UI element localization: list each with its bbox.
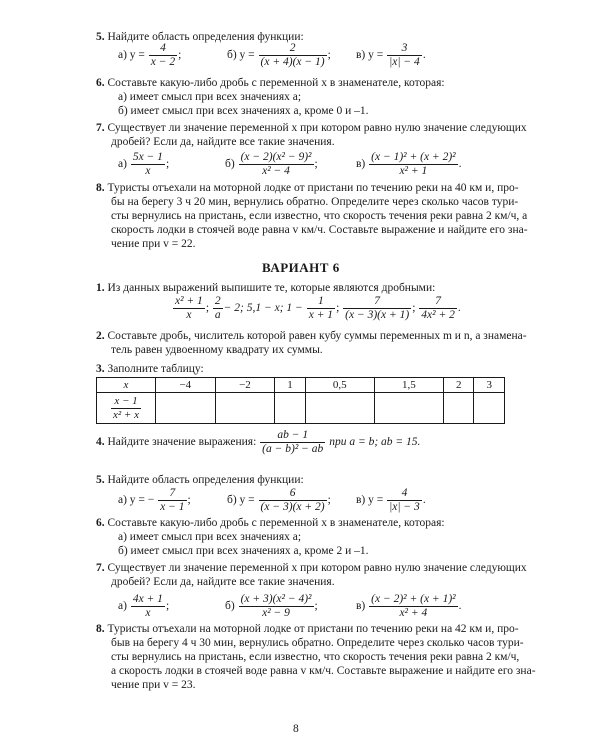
v6-task-8-line2: быв на берегу 4 ч 30 мин, вернулись обратно. Определите через сколько часов тури- [111, 637, 524, 649]
v6-task-7c: в) $\frac{\text{(x − 2)² + (x + 1)²}}{\text{x² + 4}}$ . [356, 593, 462, 619]
v6-task-5b: б) y = $\frac{6}{(x - 3)(x + 2)}$ ; [227, 487, 331, 513]
table-answer-cell[interactable] [444, 393, 474, 424]
table-answer-cell[interactable] [275, 393, 305, 424]
v6-task-8-line4: а скорость лодки в стоячей воде равна v км/ч. Составьте выражение и найдите его зна- [111, 665, 536, 677]
task-7c: в) $\frac{\text{(x − 1)² + (x + 2)²}}{\text{x² + 1}}$ . [356, 151, 462, 177]
v6-task-7-prompt: 7. Существует ли значение переменной x при котором равно нулю значение следующих [96, 562, 527, 574]
table-row-x [97, 378, 505, 393]
table-answer-cell[interactable] [474, 393, 505, 424]
variant-heading: ВАРИАНТ 6 [262, 260, 340, 275]
v6-task-7-line2: дробей? Если да, найдите все такие значения. [111, 576, 335, 588]
v6-task-5c: в) y = $\frac{4}{|x| - 3}$ . [356, 487, 426, 513]
task-5a: а) y = $\frac{4}{x - 2}$ ; [118, 42, 182, 68]
v6-task-6b: б) имеет смысл при всех значениях a, кроме 2 и –1. [118, 545, 369, 557]
values-table [96, 377, 505, 424]
v6-task-5-prompt: 5. Найдите область определения функции: [96, 474, 304, 486]
page-number: 8 [293, 723, 299, 735]
task-7a: а) $\frac{5x - 1}{x}$ ; [118, 151, 170, 177]
table-cell-x: 1 [275, 378, 305, 393]
task-8-text: 8. Туристы отъехали на моторной лодке от пристани по течению реки на 40 км и, про- [96, 182, 519, 194]
table-cell-x: −2 [215, 378, 275, 393]
task-8-line3: сты вернулись на пристань, если известно, что скорость течения реки равна 2 км/ч, а [111, 210, 528, 222]
task-7-prompt: 7. Существует ли значение переменной x при котором равно нулю значение следующих [96, 122, 527, 134]
task-5-prompt: 5. Найдите область определения функции: [96, 31, 304, 43]
v6-task-4: 4. Найдите значение выражения: $\frac{ab - 1}{\text{(a − b)² − ab}}$ при a = b; ab = 15. [96, 429, 421, 455]
task-7-prompt-line2: дробей? Если да, найдите все такие значения. [111, 136, 335, 148]
table-cell-x: −4 [156, 378, 216, 393]
v6-task-7a: а) $\frac{4x + 1}{x}$ ; [118, 593, 170, 619]
v6-task-8-line3: сты вернулись на пристань, если известно, что скорость течения реки равна 2 км/ч, [111, 651, 520, 663]
table-answer-cell[interactable] [156, 393, 216, 424]
v6-task-8-line5: чение при v = 23. [111, 679, 196, 691]
table-cell-x: 2 [444, 378, 474, 393]
table-cell-x: 0,5 [305, 378, 374, 393]
table-answer-cell[interactable] [215, 393, 275, 424]
table-cell-x: 1,5 [374, 378, 443, 393]
table-header-x: x [97, 378, 156, 393]
task-7b: б) $\frac{\text{(x − 2)(x² − 9)²}}{\text{x² − 4}}$ ; [225, 151, 318, 177]
v6-task-3-prompt: 3. Заполните таблицу: [96, 363, 204, 375]
table-answer-cell[interactable] [374, 393, 443, 424]
v6-task-1-expressions: $\frac{\text{x² + 1}}{x}$ ; $\frac{2}{a}$ − 2; 5,1 − x; 1 − $\frac{1}{x + 1}$ ; $\frac{7}{(x - 3)(x + 1)}$ ; $\frac{7}{\text{4x² + 2}}$ . [175, 295, 461, 321]
task-6a: а) имеет смысл при всех значениях a; [118, 91, 302, 103]
task-6-prompt: 6. Составьте какую-либо дробь с переменной x в знаменателе, которая: [96, 77, 445, 89]
task-5c: в) y = $\frac{3}{|x| - 4}$ . [356, 42, 426, 68]
task-5b: б) y = $\frac{2}{(x + 4)(x - 1)}$ ; [227, 42, 331, 68]
task-8-line4: скорость лодки в стоячей воде равна v км/ч. Составьте выражение и найдите его зна- [111, 224, 528, 236]
v6-task-5a: а) y = − $\frac{7}{x - 1}$ ; [118, 487, 191, 513]
v6-task-8-text: 8. Туристы отъехали на моторной лодке от пристани по течению реки на 42 км и, про- [96, 623, 519, 635]
table-header-fraction: $\frac{x - 1}{\text{x² + x}}$ [97, 393, 156, 424]
task-6b: б) имеет смысл при всех значениях a, кроме 0 и –1. [118, 105, 369, 117]
task-8-line2: бы на берегу 3 ч 20 мин, вернулись обратно. Определите через сколько часов тури- [111, 196, 519, 208]
table-cell-x: 3 [474, 378, 505, 393]
v6-task-6-prompt: 6. Составьте какую-либо дробь с переменной x в знаменателе, которая: [96, 517, 445, 529]
table-answer-cell[interactable] [305, 393, 374, 424]
v6-task-6a: а) имеет смысл при всех значениях a; [118, 531, 302, 543]
table-row-fraction [97, 393, 505, 424]
v6-task-7b: б) $\frac{\text{(x + 3)(x² − 4)²}}{\text{x² − 9}}$ ; [225, 593, 318, 619]
task-8-line5: чение при v = 22. [111, 238, 196, 250]
v6-task-2-text: 2. Составьте дробь, числитель которой равен кубу суммы переменных m и n, а знамена- [96, 330, 527, 342]
v6-task-2-line2: тель равен удвоенному квадрату их суммы. [111, 344, 323, 356]
v6-task-1-prompt: 1. Из данных выражений выпишите те, которые являются дробными: [96, 282, 436, 294]
